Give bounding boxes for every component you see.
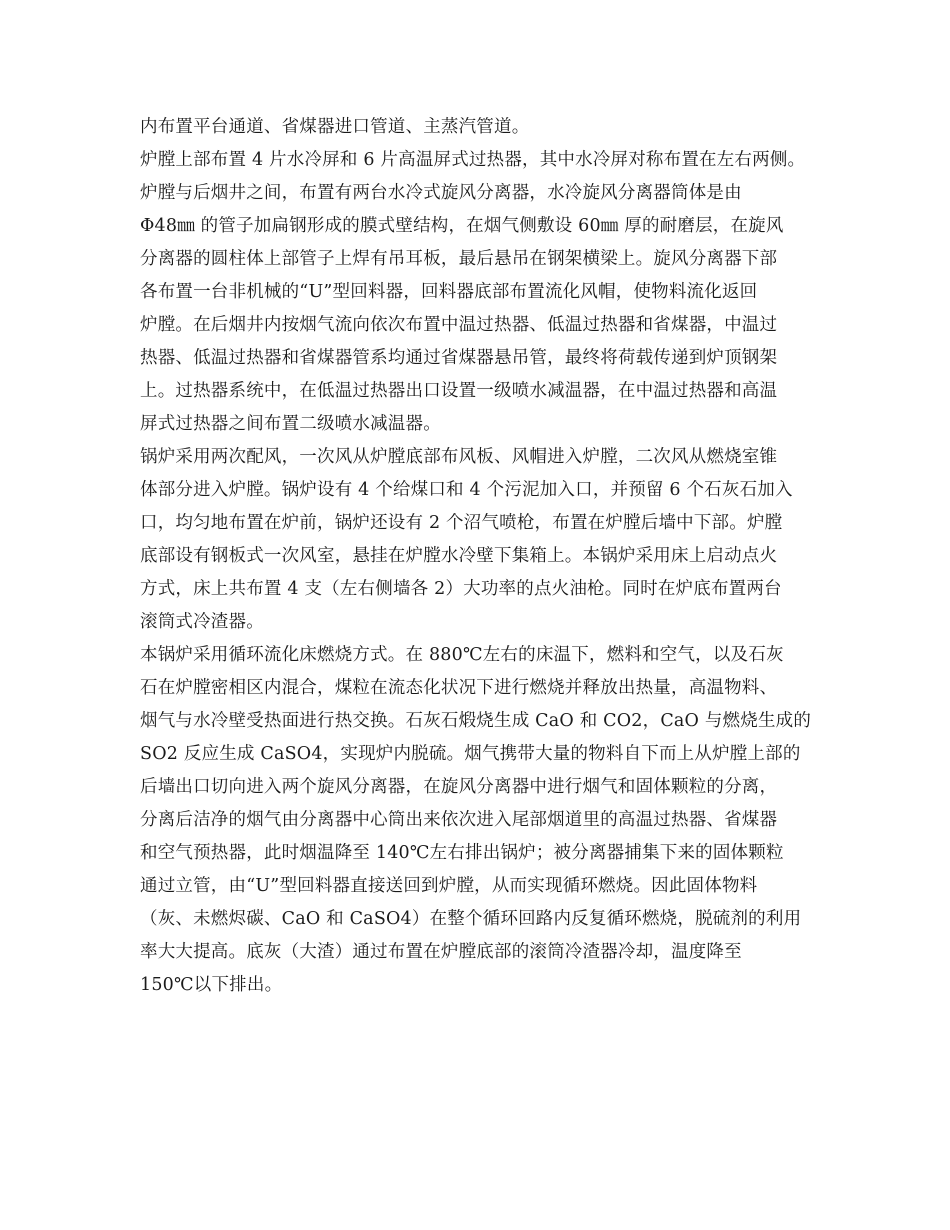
text-line: 烟气与水冷壁受热面进行热交换。石灰石煅烧生成 CaO 和 CO2，CaO 与燃烧生成的 <box>140 711 812 731</box>
text-line: 通过立管，由“U”型回料器直接送回到炉膛，从而实现循环燃烧。因此固体物料 <box>140 876 758 896</box>
text-line: Φ48㎜ 的管子加扁钢形成的膜式壁结构，在烟气侧敷设 60㎜ 厚的耐磨层，在旋风 <box>140 216 784 236</box>
text-line: 屏式过热器之间布置二级喷水减温器。 <box>140 414 441 434</box>
text-line: 体部分进入炉膛。锅炉设有 4 个给煤口和 4 个污泥加入口，并预留 6 个石灰石加入 <box>140 480 793 500</box>
text-line: 率大大提高。底灰（大渣）通过布置在炉膛底部的滚筒冷渣器冷却，温度降至 <box>140 942 742 962</box>
text-line: SO2 反应生成 CaSO4，实现炉内脱硫。烟气携带大量的物料自下而上从炉膛上部的 <box>140 744 801 764</box>
document-body <box>140 111 820 1002</box>
text-line: 石在炉膛密相区内混合，煤粒在流态化状况下进行燃烧并释放出热量，高温物料、 <box>140 678 778 698</box>
text-line: 口，均匀地布置在炉前，锅炉还设有 2 个沼气喷枪，布置在炉膛后墙中下部。炉膛 <box>140 513 783 533</box>
text-line: 炉膛。在后烟井内按烟气流向依次布置中温过热器、低温过热器和省煤器，中温过 <box>140 315 778 335</box>
text-line: 分离器的圆柱体上部管子上焊有吊耳板，最后悬吊在钢架横梁上。旋风分离器下部 <box>140 249 778 269</box>
text-line: 后墙出口切向进入两个旋风分离器，在旋风分离器中进行烟气和固体颗粒的分离， <box>140 777 778 797</box>
text-line: 方式，床上共布置 4 支（左右侧墙各 2）大功率的点火油枪。同时在炉底布置两台 <box>140 579 782 599</box>
text-line: 和空气预热器，此时烟温降至 140℃左右排出锅炉；被分离器捕集下来的固体颗粒 <box>140 843 784 863</box>
text-line: 滚筒式冷渣器。 <box>140 612 264 632</box>
text-line: 内布置平台通道、省煤器进口管道、主蒸汽管道。 <box>140 117 530 137</box>
text-line: 分离后洁净的烟气由分离器中心筒出来依次进入尾部烟道里的高温过热器、省煤器 <box>140 810 778 830</box>
text-line: 本锅炉采用循环流化床燃烧方式。在 880℃左右的床温下，燃料和空气，以及石灰 <box>140 645 784 665</box>
text-line: （灰、未燃烬碳、CaO 和 CaSO4）在整个循环回路内反复循环燃烧，脱硫剂的利用 <box>140 909 802 929</box>
text-line: 上。过热器系统中，在低温过热器出口设置一级喷水减温器，在中温过热器和高温 <box>140 381 778 401</box>
text-line: 炉膛上部布置 4 片水冷屏和 6 片高温屏式过热器，其中水冷屏对称布置在左右两侧。 <box>140 150 806 170</box>
text-line: 热器、低温过热器和省煤器管系均通过省煤器悬吊管，最终将荷载传递到炉顶钢架 <box>140 348 778 368</box>
text-line: 150℃以下排出。 <box>140 975 283 995</box>
text-line: 锅炉采用两次配风，一次风从炉膛底部布风板、风帽进入炉膛，二次风从燃烧室锥 <box>140 447 778 467</box>
text-line: 各布置一台非机械的“U”型回料器，回料器底部布置流化风帽，使物料流化返回 <box>140 282 758 302</box>
text-line: 底部设有钢板式一次风室，悬挂在炉膛水冷壁下集箱上。本锅炉采用床上启动点火 <box>140 546 778 566</box>
text-line: 炉膛与后烟井之间，布置有两台水冷式旋风分离器，水冷旋风分离器筒体是由 <box>140 183 742 203</box>
